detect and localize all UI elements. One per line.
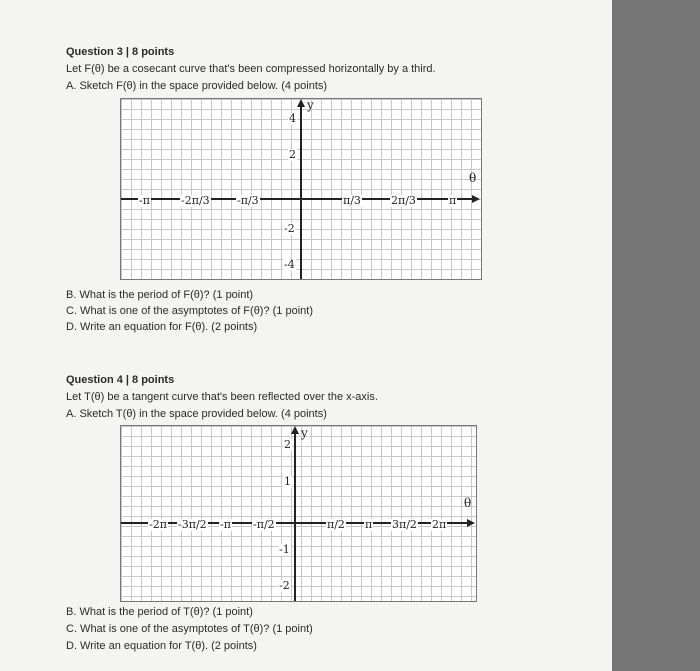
q4-x-axis-arrow-icon — [467, 519, 475, 527]
q4-y-tick: 1 — [284, 475, 291, 488]
q3-header: Question 3 | 8 points — [66, 46, 175, 58]
q4-intro: Let T(θ) be a tangent curve that's been reflected over the x-axis. — [66, 391, 378, 403]
q3-y-label: y — [307, 98, 314, 112]
q3-part-a: A. Sketch F(θ) in the space provided below. (4 points) — [66, 80, 328, 92]
q4-x-tick: -π — [220, 518, 231, 531]
q4-y-label: y — [301, 426, 308, 440]
q3-y-axis — [300, 107, 302, 279]
q3-part-d: D. Write an equation for F(θ). (2 points) — [66, 321, 258, 333]
q4-part-b: B. What is the period of T(θ)? (1 point) — [66, 606, 253, 618]
q4-x-tick: -2π — [149, 518, 167, 531]
q3-y-axis-arrow-icon — [297, 99, 305, 107]
q3-x-label: θ — [469, 171, 477, 185]
q3-x-tick: 2π/3 — [391, 194, 416, 207]
q3-part-b: B. What is the period of F(θ)? (1 point) — [66, 289, 254, 301]
q4-x-tick: 3π/2 — [392, 518, 417, 531]
q3-graph-grid[interactable] — [120, 98, 482, 280]
q3-x-tick: -π/3 — [237, 194, 259, 207]
q3-x-tick: -π — [139, 194, 150, 207]
q4-x-tick: -3π/2 — [178, 518, 207, 531]
background-edge — [612, 0, 700, 671]
q3-intro: Let F(θ) be a cosecant curve that's been compressed horizontally by a third. — [66, 63, 436, 75]
q4-y-tick: -2 — [279, 579, 290, 592]
q4-x-label: θ — [464, 496, 472, 510]
q3-y-tick: -4 — [284, 258, 295, 271]
q3-y-tick: 2 — [289, 148, 296, 161]
q3-x-tick: π/3 — [343, 194, 361, 207]
q4-header: Question 4 | 8 points — [66, 374, 175, 386]
q4-x-tick: 2π — [432, 518, 447, 531]
q3-x-axis-arrow-icon — [472, 195, 480, 203]
q3-x-tick: π — [449, 194, 457, 207]
q4-y-tick: -1 — [279, 543, 290, 556]
q3-x-tick: -2π/3 — [181, 194, 210, 207]
q4-x-tick: -π/2 — [253, 518, 275, 531]
q3-y-tick: 4 — [289, 112, 296, 125]
q3-x-axis — [121, 198, 473, 200]
q4-y-tick: 2 — [284, 438, 291, 451]
q4-part-d: D. Write an equation for T(θ). (2 points) — [66, 640, 257, 652]
q3-y-tick: -2 — [284, 222, 295, 235]
q4-part-c: C. What is one of the asymptotes of T(θ)? (1 point) — [66, 623, 313, 635]
q3-part-c: C. What is one of the asymptotes of F(θ)? (1 point) — [66, 305, 313, 317]
q4-x-tick: π — [365, 518, 373, 531]
q4-y-axis — [294, 434, 296, 601]
q4-graph-grid[interactable] — [120, 425, 477, 602]
q4-part-a: A. Sketch T(θ) in the space provided below. (4 points) — [66, 408, 327, 420]
q4-x-tick: π/2 — [327, 518, 345, 531]
q4-y-axis-arrow-icon — [291, 426, 299, 434]
